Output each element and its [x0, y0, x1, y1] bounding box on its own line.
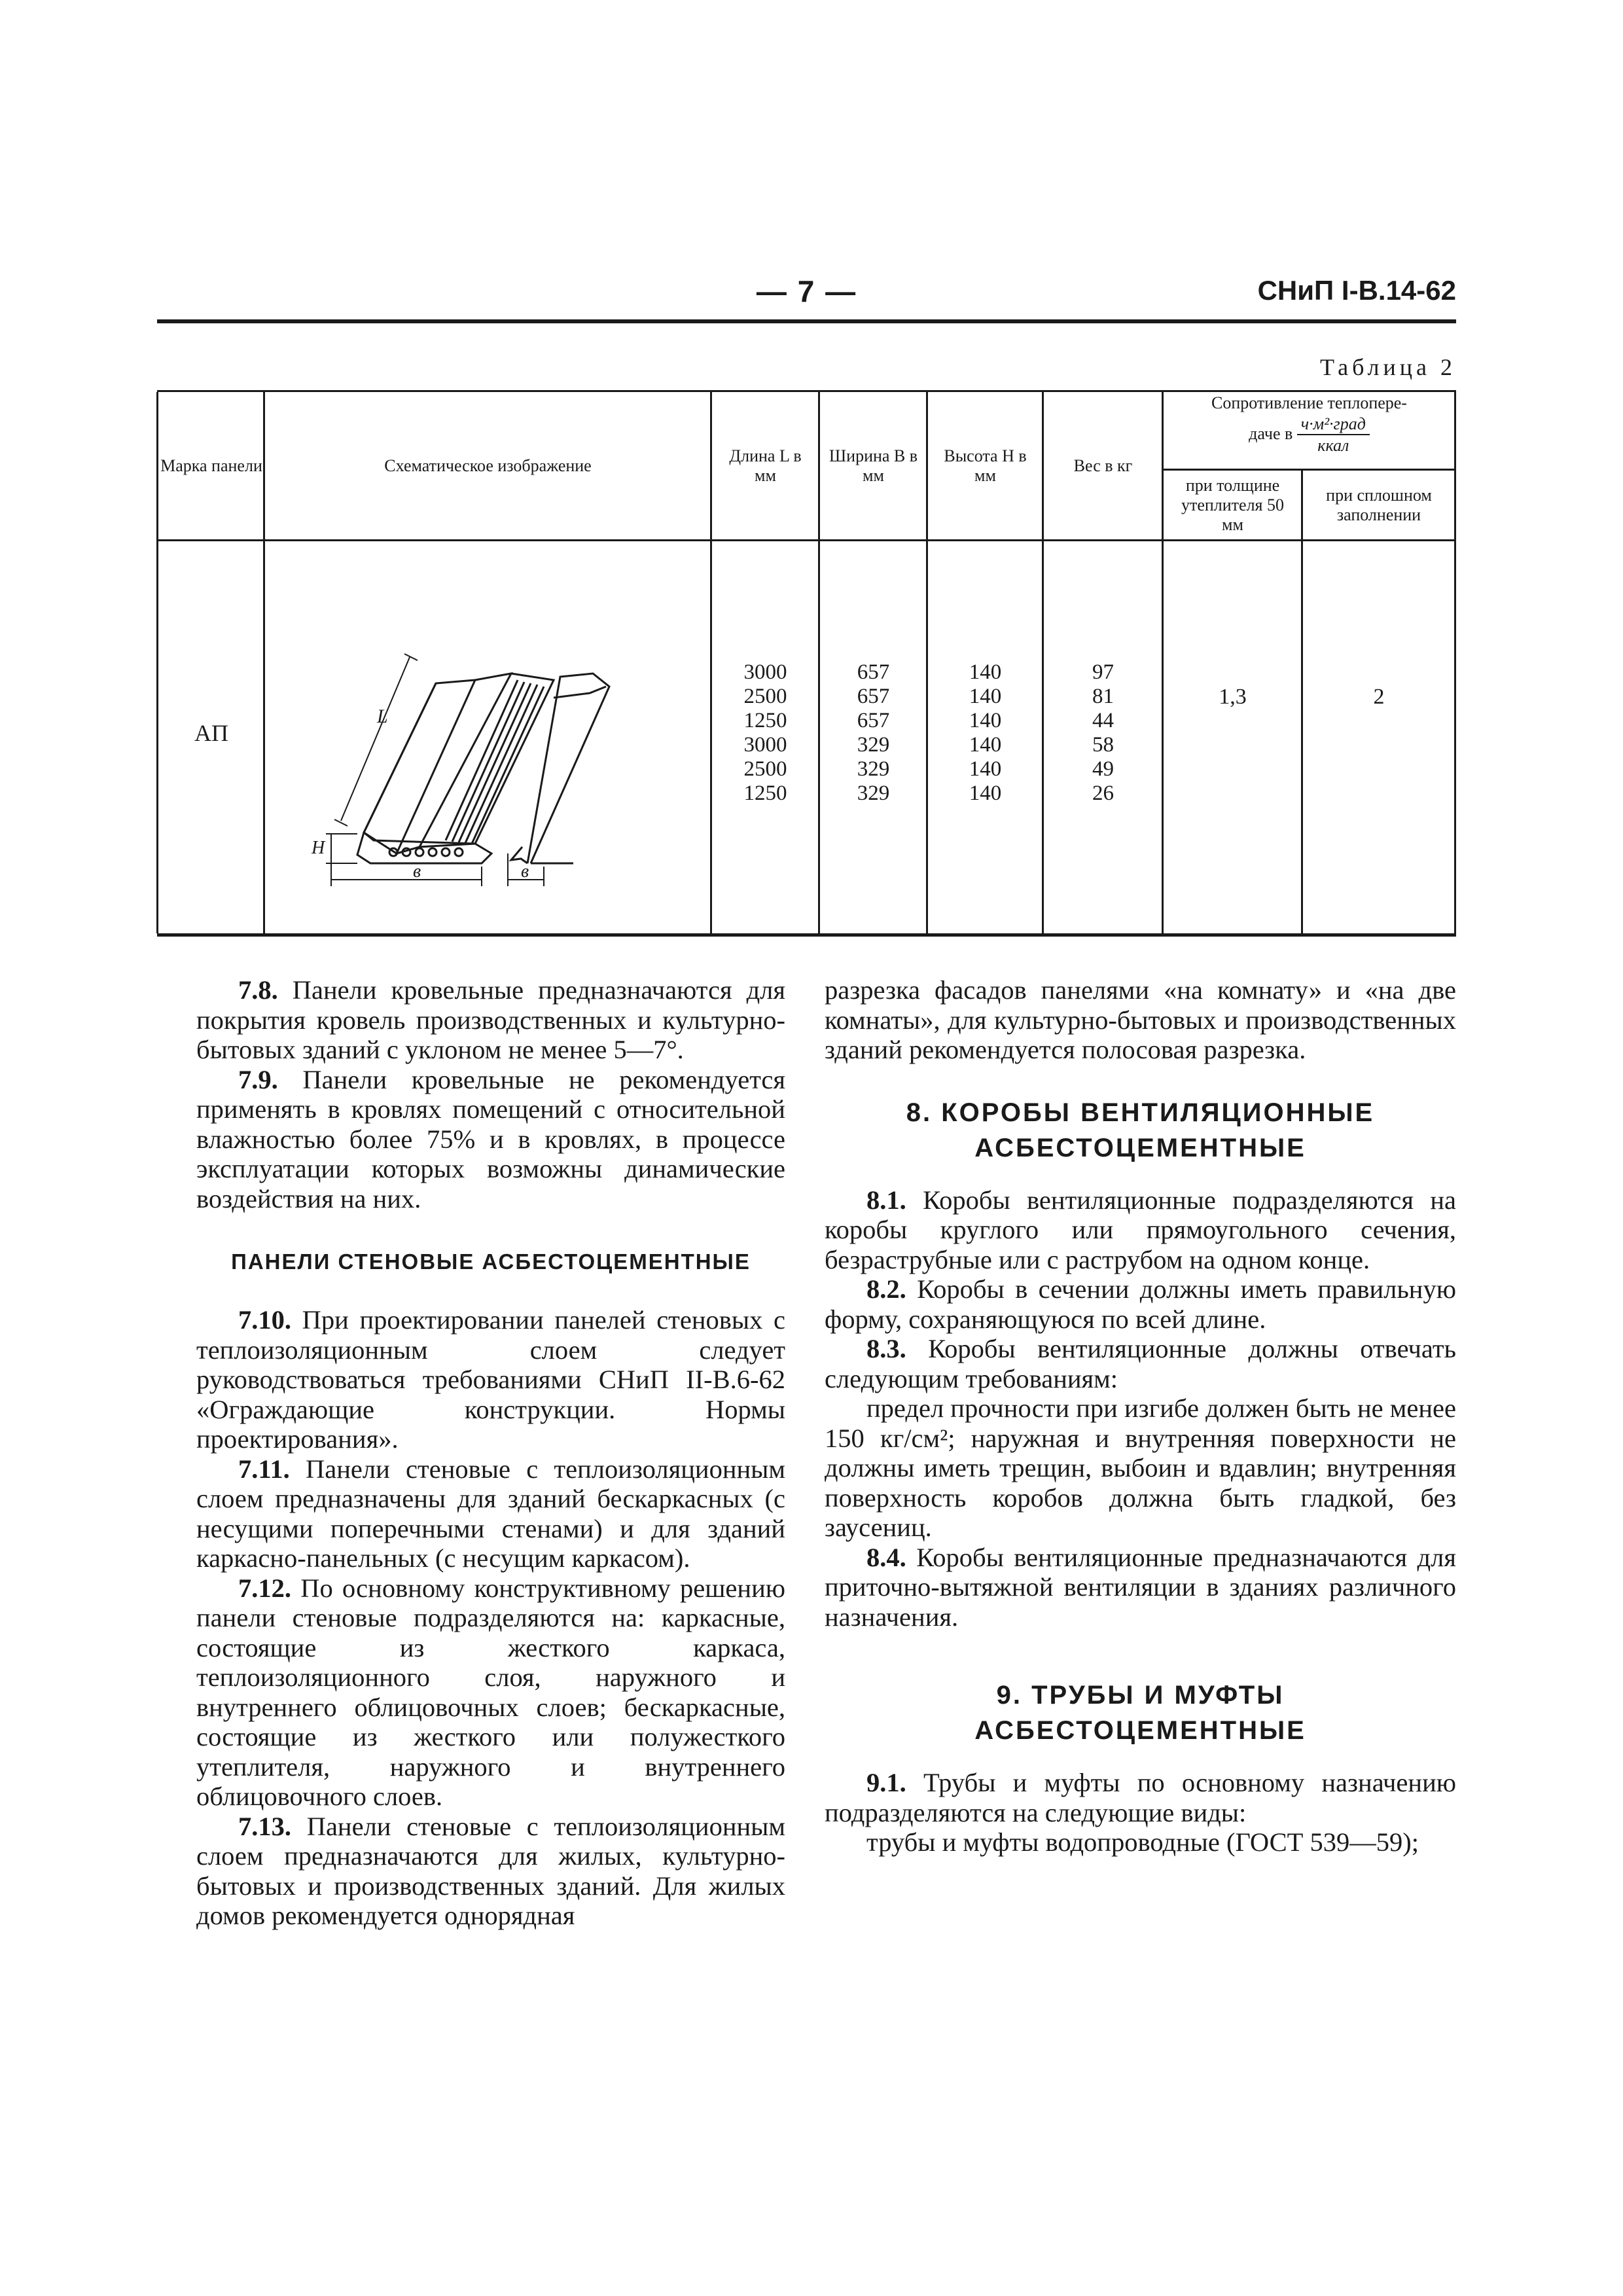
table-col-divider — [926, 392, 928, 933]
length-value: 2500 — [743, 757, 787, 781]
table-col-divider — [1162, 392, 1164, 933]
paragraph-7-13: 7.13. Панели стеновые с теплоизоляционным слоем предназначаются для жилых, культурно-бытовых и производственных зданий. Для жилых домов рекомендуется однорядная — [196, 1811, 786, 1930]
header-length: Длина L в мм — [729, 446, 802, 485]
weight-value: 49 — [1092, 757, 1114, 781]
header-resistance — [1164, 393, 1454, 469]
weight-value: 97 — [1092, 660, 1114, 684]
weight-value: 58 — [1092, 733, 1114, 757]
resistance-unit-denominator: ккал — [1317, 436, 1349, 455]
table-header-rule — [157, 539, 1454, 541]
row-mark: АП — [194, 720, 228, 746]
header-resistance-prefix: Сопротивление теплопере- — [1211, 393, 1407, 412]
page-header — [157, 274, 1456, 319]
width-value: 657 — [857, 660, 890, 684]
height-value: 140 — [969, 781, 1002, 805]
length-value: 3000 — [743, 733, 787, 757]
paragraph-7-9: 7.9. Панели кровельные не рекомендуется применять в кровлях помещений с относительной влажностью более 75% и в кровлях, в процессе эксплуатации которых возможны динамические воздействия на них. — [196, 1064, 785, 1213]
diagram-label-H: H — [312, 838, 325, 858]
paragraph-continuation: разрезка фасадов панелями «на комнату» и «на две комнаты», для культурно-бытовых и производственных зданий рекомендуется полосовая разрезка. — [825, 975, 1456, 1064]
length-value: 2500 — [743, 685, 787, 708]
height-value: 140 — [969, 685, 1002, 708]
table-col-divider — [1042, 392, 1044, 933]
table-subcol-divider — [1301, 469, 1303, 933]
resistance-full-value: 2 — [1373, 685, 1385, 709]
header-width: Ширина B в мм — [829, 446, 918, 485]
table-caption: Таблица 2 — [1320, 354, 1456, 380]
paragraph-7-8: 7.8. Панели кровельные предназначаются для покрытия кровель производственных и культурно-бытовых зданий с уклоном не менее 5—7°. — [196, 975, 786, 1064]
table-col-divider — [710, 392, 712, 933]
width-value: 329 — [857, 781, 890, 805]
panel-table — [157, 390, 1456, 937]
height-value: 140 — [969, 733, 1002, 757]
left-text-column — [196, 975, 785, 1931]
header-rule — [157, 319, 1456, 323]
weight-value: 81 — [1092, 685, 1114, 708]
diagram-label-B2: в — [521, 861, 529, 882]
page-number: — 7 — — [756, 274, 857, 308]
lengths-column — [713, 660, 818, 806]
document-id: СНиП I-В.14-62 — [1257, 275, 1456, 306]
resistance-50mm-value: 1,3 — [1219, 685, 1247, 709]
width-value: 657 — [857, 685, 890, 708]
length-value: 3000 — [743, 660, 787, 684]
header-mark: Марка панели — [160, 456, 262, 475]
widths-column — [821, 660, 926, 806]
panel-schematic — [266, 546, 710, 932]
header-weight: Вес в кг — [1073, 456, 1133, 475]
length-value: 1250 — [743, 709, 787, 732]
resistance-unit-numerator: ч·м²·град — [1297, 414, 1370, 435]
paragraph-8-3: 8.3. Коробы вентиляционные должны отвечать следующим требованиям: — [825, 1334, 1457, 1393]
weight-value: 44 — [1092, 709, 1114, 732]
section-heading-9: 9. ТРУБЫ И МУФТЫ АСБЕСТОЦЕМЕНТНЫЕ — [974, 1681, 1306, 1745]
resistance-unit — [1297, 414, 1370, 456]
paragraph-7-12: 7.12. По основному конструктивному решению панели стеновые подразделяются на: каркасные, состоящие из жесткого каркаса, теплоизоляционного слоя, наружного и внутреннего облицовочных слоев; бескаркасные, состоящие из жесткого или полужесткого утеплителя, наружного и внутреннего облицовочного слоев. — [196, 1573, 786, 1811]
width-value: 329 — [857, 757, 890, 781]
table-col-divider — [263, 392, 265, 933]
paragraph-8-3-requirements: предел прочности при изгибе должен быть не менее 150 кг/см²; наружная и внутренняя поверхности не должны иметь трещин, выбоин и вдавлин; внутренняя поверхность коробов должна быть гладкой, без заусениц. — [825, 1393, 1456, 1542]
paragraph-8-4: 8.4. Коробы вентиляционные предназначаются для приточно-вытяжной вентиляции в зданиях различного назначения. — [825, 1542, 1457, 1632]
paragraph-9-1: 9.1. Трубы и муфты по основному назначению подразделяются на следующие виды: — [825, 1768, 1456, 1827]
paragraph-8-2: 8.2. Коробы в сечении должны иметь правильную форму, сохраняющуюся по всей длине. — [825, 1274, 1456, 1334]
header-schematic: Схематическое изображение — [384, 456, 592, 475]
diagram-label-B1: в — [413, 861, 421, 882]
length-value: 1250 — [743, 781, 787, 805]
table-col-divider — [818, 392, 820, 933]
weight-value: 26 — [1092, 781, 1114, 805]
weights-column — [1044, 660, 1162, 806]
section-heading-wall-panels: ПАНЕЛИ СТЕНОВЫЕ АСБЕСТОЦЕМЕНТНЫЕ — [231, 1249, 751, 1274]
width-value: 329 — [857, 733, 890, 757]
diagram-label-L: L — [377, 706, 388, 727]
paragraph-7-10: 7.10. При проектировании панелей стеновых с теплоизоляционным слоем следует руководствоваться требованиями СНиП II-В.6-62 «Ограждающие конструкции. Нормы проектирования». — [196, 1305, 785, 1454]
header-height: Высота H в мм — [944, 446, 1027, 485]
height-value: 140 — [969, 660, 1002, 684]
heights-column — [929, 660, 1042, 806]
height-value: 140 — [969, 757, 1002, 781]
header-resistance-mid: даче в — [1249, 423, 1293, 443]
paragraph-9-1-item: трубы и муфты водопроводные (ГОСТ 539—59); — [866, 1827, 1419, 1857]
paragraph-8-1: 8.1. Коробы вентиляционные подразделяются на коробы круглого или прямоугольного сечения, безраструбные или с раструбом на одном конце. — [825, 1185, 1457, 1274]
right-text-column — [825, 975, 1456, 1857]
header-sub-50mm: при толщине утеплителя 50 мм — [1181, 475, 1285, 534]
header-sub-full: при сплошном заполнении — [1326, 485, 1432, 524]
width-value: 657 — [857, 709, 890, 732]
section-heading-8: 8. КОРОБЫ ВЕНТИЛЯЦИОННЫЕ АСБЕСТОЦЕМЕНТНЫЕ — [906, 1098, 1375, 1162]
height-value: 140 — [969, 709, 1002, 732]
table-left-edge — [156, 392, 158, 933]
paragraph-7-11: 7.11. Панели стеновые с теплоизоляционным слоем предназначены для зданий бескаркасных (с несущими поперечными стенами) и для зданий каркасно-панельных (с несущим каркасом). — [196, 1454, 786, 1573]
table-right-edge — [1454, 392, 1456, 933]
